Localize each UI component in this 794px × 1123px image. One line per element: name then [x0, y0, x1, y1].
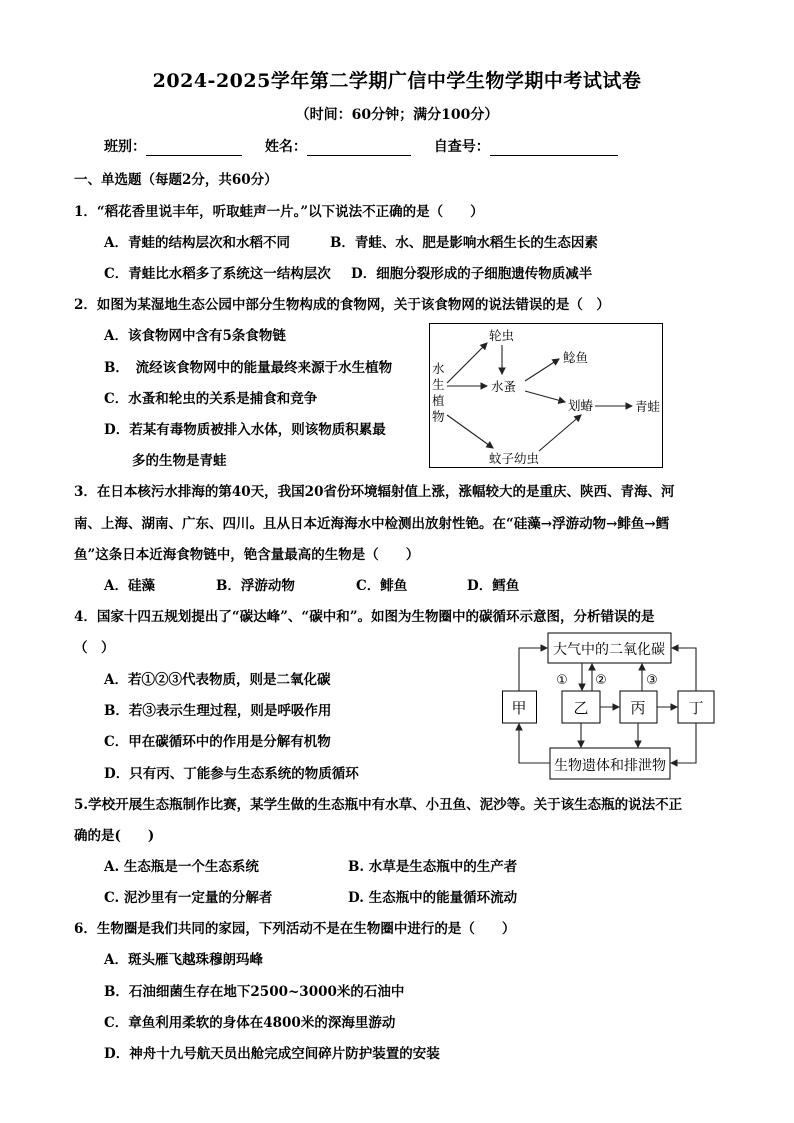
question-6-option-a[interactable]: A．斑头雁飞越珠穆朗玛峰: [104, 952, 263, 968]
question-4-option-b[interactable]: B．若③表示生理过程，则是呼吸作用: [104, 703, 332, 719]
arrow-ding-to-co2: [672, 648, 696, 691]
question-5-option-a[interactable]: A. 生态瓶是一个生态系统: [104, 859, 259, 875]
arrow-remains-to-jia: [519, 724, 550, 763]
node-aquatic-plant-3: 植: [432, 393, 445, 408]
node-atmospheric-co2: 大气中的二氧化碳: [553, 642, 665, 658]
question-3-option-b[interactable]: B．浮游动物: [216, 578, 295, 594]
node-frog: 青蛙: [635, 399, 661, 414]
arrow-ding-to-remains: [671, 723, 696, 763]
question-2-option-d-continued: 多的生物是青蛙: [132, 453, 227, 469]
node-water-boatman: 划蝽: [568, 398, 594, 413]
page-title: 2024-2025学年第二学期广信中学生物学期中考试试卷: [152, 70, 642, 92]
question-6-option-d[interactable]: D．神舟十九号航天员出舱完成空间碎片防护装置的安装: [104, 1046, 440, 1062]
food-web-diagram: [429, 323, 663, 468]
question-6-stem: 6．生物圈是我们共同的家园，下列活动不是在生物圈中进行的是（ ）: [74, 921, 516, 937]
question-5-stem-line-2: 确的是( ): [74, 828, 155, 844]
node-water-flea: 水蚤: [491, 379, 517, 394]
node-bing: 丙: [630, 699, 646, 717]
question-6-option-c[interactable]: C．章鱼利用柔软的身体在4800米的深海里游动: [104, 1015, 396, 1031]
question-6-option-b[interactable]: B．石油细菌生存在地下2500~3000米的石油中: [104, 984, 405, 1000]
question-1-option-c[interactable]: C．青蛙比水稻多了系统这一结构层次: [104, 266, 331, 282]
question-4-option-a[interactable]: A．若①②③代表物质，则是二氧化碳: [104, 672, 331, 688]
question-1-stem: 1．“稻花香里说丰年，听取蛙声一片。”以下说法不正确的是（ ）: [74, 204, 484, 220]
node-remains: 生物遗体和排泄物: [554, 758, 666, 774]
node-rotifer: 轮虫: [489, 328, 515, 343]
section-heading: 一、单选题（每题2分，共60分）: [74, 172, 278, 188]
node-ding: 丁: [688, 699, 704, 717]
question-4-stem-line-1: 4．国家十四五规划提出了“碳达峰”、“碳中和”。如图为生物圈中的碳循环示意图，分析错误的是: [74, 609, 655, 625]
question-2-option-a[interactable]: A．该食物网中含有5条食物链: [104, 328, 286, 344]
question-1-option-a[interactable]: A．青蛙的结构层次和水稻不同: [104, 235, 290, 251]
question-3-stem-line-1: 3．在日本核污水排海的第40天，我国20省份环境辐射值上涨，涨幅较大的是重庆、陕西、青海、河: [74, 484, 675, 500]
question-5-option-d[interactable]: D. 生态瓶中的能量循环流动: [348, 890, 518, 906]
node-aquatic-plant-1: 水: [432, 361, 445, 376]
question-2-option-b[interactable]: B． 流经该食物网中的能量最终来源于水生植物: [104, 360, 393, 376]
question-5-stem-line-1: 5.学校开展生态瓶制作比赛，某学生做的生态瓶中有水草、小丑鱼、泥沙等。关于该生态瓶的说法不正: [74, 797, 683, 813]
question-3-stem-line-2: 南、上海、湖南、广东、四川。且从日本近海海水中检测出放射性铯。在“硅藻→浮游动物→鲱鱼→鳕: [74, 516, 670, 532]
marker-3: ③: [646, 673, 658, 688]
node-aquatic-plant-4: 物: [432, 409, 445, 424]
question-2-option-d[interactable]: D．若某有毒物质被排入水体，则该物质积累最: [104, 422, 386, 438]
node-catfish: 鲶鱼: [563, 350, 589, 365]
marker-2: ②: [595, 673, 607, 688]
question-3-option-c[interactable]: C．鲱鱼: [356, 578, 408, 594]
node-jia: 甲: [511, 699, 527, 717]
question-2-stem: 2．如图为某湿地生态公园中部分生物构成的食物网，关于该食物网的说法错误的是（ ）: [74, 297, 610, 313]
question-3-stem-line-3: 鱼”这条日本近海食物链中，铯含量最高的生物是（ ）: [74, 547, 420, 563]
question-3-option-a[interactable]: A．硅藻: [104, 578, 155, 594]
carbon-cycle-diagram: [502, 630, 720, 782]
student-info-fields: [104, 136, 618, 156]
class-label: 班别：: [104, 139, 146, 155]
question-1-option-d[interactable]: D．细胞分裂形成的子细胞遗传物质减半: [351, 266, 593, 282]
question-1-option-b[interactable]: B．青蛙、水、肥是影响水稻生长的生态因素: [330, 235, 598, 251]
marker-1: ①: [556, 673, 568, 688]
node-yi: 乙: [573, 699, 589, 717]
question-4-stem-line-2: （ ）: [74, 640, 115, 656]
name-blank[interactable]: [307, 139, 411, 156]
check-number-blank[interactable]: [490, 139, 618, 156]
question-3-option-d[interactable]: D．鳕鱼: [467, 578, 520, 594]
node-aquatic-plant-2: 生: [432, 377, 445, 392]
question-5-option-c[interactable]: C. 泥沙里有一定量的分解者: [104, 890, 273, 906]
question-4-option-c[interactable]: C．甲在碳循环中的作用是分解有机物: [104, 734, 331, 750]
class-blank[interactable]: [146, 139, 242, 156]
question-4-option-d[interactable]: D．只有丙、丁能参与生态系统的物质循环: [104, 766, 359, 782]
check-number-label: 自查号：: [433, 139, 490, 155]
node-mosquito-larva: 蚊子幼虫: [489, 451, 540, 466]
arrow-jia-to-co2: [519, 648, 547, 691]
name-label: 姓名：: [264, 139, 307, 155]
question-2-option-c[interactable]: C．水蚤和轮虫的关系是捕食和竞争: [104, 391, 318, 407]
exam-time-info: （时间：60分钟；满分100分）: [295, 107, 499, 123]
question-5-option-b[interactable]: B. 水草是生态瓶中的生产者: [348, 859, 518, 875]
